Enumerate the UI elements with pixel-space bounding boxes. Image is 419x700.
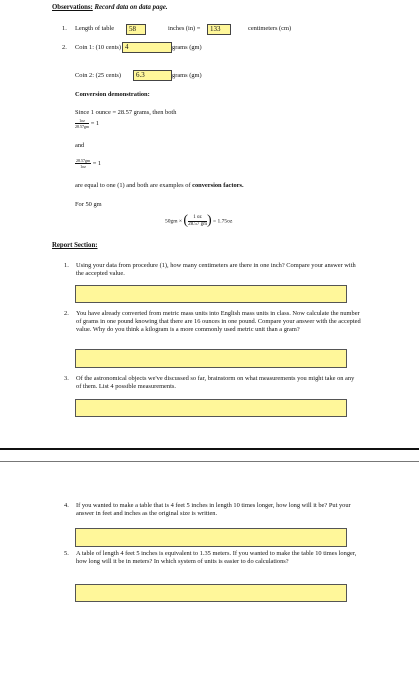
centimeters-unit-label: centimeters (cm) [248,25,292,32]
since-line: Since 1 ounce = 28.57 grams, then both [75,109,177,116]
answer-1-field[interactable] [75,285,347,303]
equation-result: = 1.75oz [213,218,233,225]
question-4-text: If you wanted to make a table that is 4 feet 5 inches in length 10 times longer, how long will it be? Put your answer in feet and inches as the original size is written. [76,502,351,517]
fraction-2-equals: = 1 [92,159,102,167]
coin-2-unit-label: grams (gm) [172,72,202,79]
fraction-2-denominator: 1oz [80,164,86,169]
answer-5-field[interactable] [75,584,347,602]
length-of-table-label: Length of table [75,25,115,32]
conversion-title: Conversion demonstration: [75,91,150,98]
item-1-number: 1. [62,25,67,32]
inches-unit-label: inches (in) = [168,25,201,32]
answer-3-field[interactable] [75,399,347,417]
fraction-2-numerator: 28.57gm [76,158,91,163]
observations-subtitle: Record data on data page. [94,4,168,11]
coin-1-label: Coin 1: (10 cents) [75,44,121,51]
coin-2-label: Coin 2: (25 cents) [75,72,121,79]
question-2-number: 2. [64,310,69,317]
question-4-number: 4. [64,502,69,509]
page-break-top [0,448,419,450]
fraction-1-equals: = 1 [90,119,100,127]
question-5-text: A table of length 4 feet 5 inches is equivalent to 1.35 meters. If you wanted to make the table 10 times longer, how long will it be in meters? In which system of units is easier to do calculations? [76,550,357,565]
length-inches-field[interactable]: 58 [126,24,146,35]
conversion-equation: 50gm × ( $\frac{1 oz}{28.57 gm}$ ) = 1.75oz [165,213,233,228]
report-title: Report Section: [52,242,98,249]
coin-1-mass-field[interactable]: 4 [122,42,172,53]
question-3-text: Of the astronomical objects we've discussed so far, brainstorm on what measurements you might take on any of them. List 4 possible measurements. [76,375,355,390]
observations-heading [52,4,168,12]
conversion-explanation: are equal to one (1) and both are examples of conversion factors. [75,182,244,189]
question-5-number: 5. [64,550,69,557]
question-1-text: Using your data from procedure (1), how many centimeters are there in one inch? Compare your answer with the accepted value. [76,262,356,277]
fraction-1-denominator: 28.57gm [75,124,90,129]
coin-2-mass-field[interactable]: 6.3 [133,70,172,81]
for-50-gm: For 50 gm [75,201,102,208]
answer-4-field[interactable] [75,528,347,547]
equation-left: 50gm × [165,218,183,225]
question-2-text: You have already converted from metric mass units into English mass units in class. Now calculate the number of grams in one pound knowing that there are 16 ounces in one pound. Compare your answer with the accepted value. Why do you think a kilogram is a more commonly used metric unit than a gram? [76,310,361,333]
fraction-1-numerator: 1oz [75,118,89,124]
equation-numerator: 1 oz [188,215,207,222]
equation-denominator: 28.57 gm [188,221,207,227]
answer-2-field[interactable] [75,349,347,368]
coin-1-unit-label: grams (gm) [172,44,202,51]
item-2-number: 2. [62,44,67,51]
question-3-number: 3. [64,375,69,382]
page-break-bottom [0,461,419,462]
question-1-number: 1. [64,262,69,269]
length-centimeters-field[interactable]: 133 [207,24,231,35]
fraction-1 [75,118,99,129]
fraction-2 [75,158,101,169]
observations-label: Observations: [52,4,93,11]
and-text: and [75,142,85,149]
